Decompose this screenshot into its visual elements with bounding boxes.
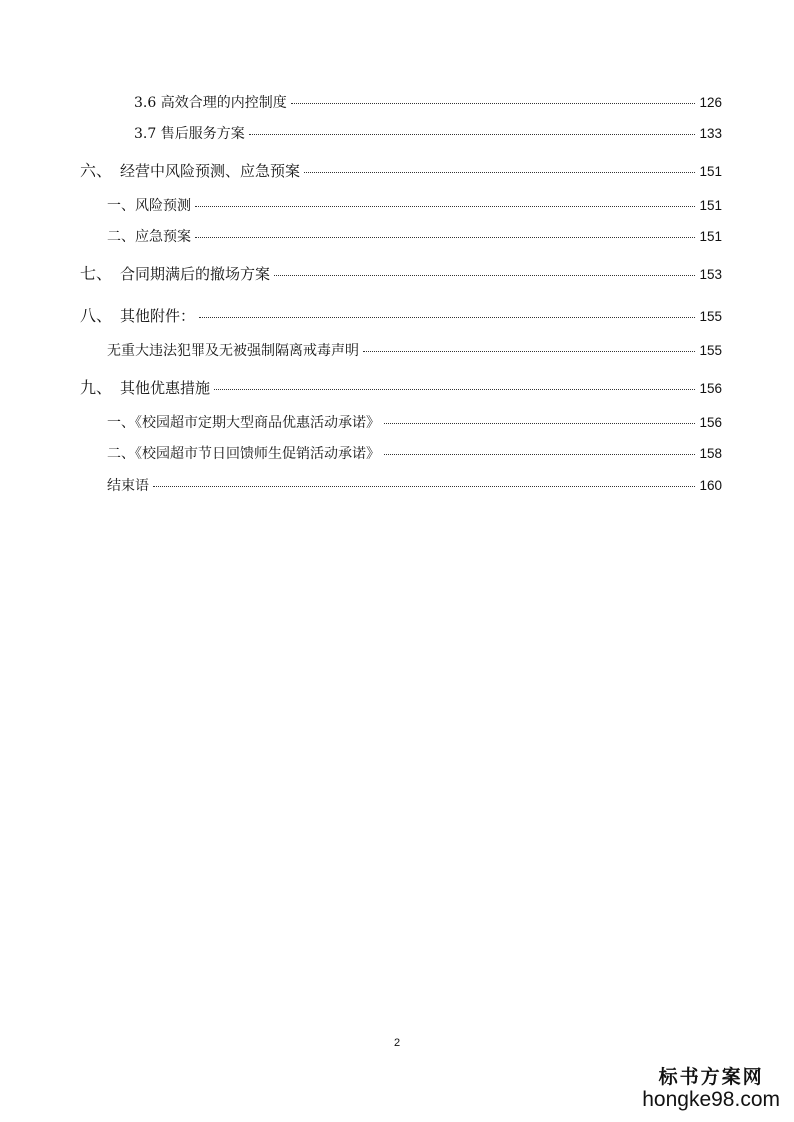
chapter-mark: 九、 <box>80 378 113 397</box>
toc-entry-title <box>80 261 270 284</box>
toc-row[interactable] <box>0 226 794 246</box>
toc-page-number: 160 <box>699 478 722 493</box>
leader-dots <box>195 237 695 238</box>
chapter-title: 其他附件： <box>120 307 196 325</box>
toc-page-number: 153 <box>699 267 722 282</box>
toc-page-number: 133 <box>699 126 722 141</box>
toc-row[interactable] <box>0 340 794 360</box>
chapter-mark: 七、 <box>80 264 113 283</box>
toc-row-chapter[interactable] <box>0 375 794 398</box>
toc-page-number: 126 <box>699 95 722 110</box>
toc-page-number: 151 <box>699 229 722 244</box>
page-number: 2 <box>393 1037 401 1049</box>
chapter-title: 合同期满后的撤场方案 <box>120 265 271 283</box>
chapter-mark: 六、 <box>80 161 113 180</box>
toc-row-chapter[interactable] <box>0 303 794 326</box>
leader-dots <box>249 134 696 135</box>
toc-entry-title: 二、《校园超市节日回馈师生促销活动承诺》 <box>107 446 380 462</box>
toc-page-number: 158 <box>699 446 722 461</box>
toc-page-number: 155 <box>699 309 722 324</box>
toc-entry-title <box>80 303 195 326</box>
toc-page-number: 151 <box>699 164 722 179</box>
toc-page-number: 156 <box>699 381 722 396</box>
leader-dots <box>384 454 695 455</box>
toc-row-chapter[interactable] <box>0 158 794 181</box>
chapter-title: 经营中风险预测、应急预案 <box>120 162 301 180</box>
toc-row[interactable] <box>0 475 794 495</box>
leader-dots <box>153 486 695 487</box>
toc-row[interactable] <box>0 412 794 432</box>
toc-entry-title <box>80 158 300 181</box>
toc-entry-title: 一、风险预测 <box>107 198 191 214</box>
chapter-mark: 八、 <box>80 306 113 325</box>
leader-dots <box>384 423 695 424</box>
toc-page-number: 155 <box>699 343 722 358</box>
watermark-cn: 标书方案网 <box>658 1066 764 1088</box>
leader-dots <box>363 351 695 352</box>
toc-row-chapter[interactable] <box>0 261 794 284</box>
toc-entry-title: 无重大违法犯罪及无被强制隔离戒毒声明 <box>107 343 359 359</box>
toc-entry-title: 3.7 售后服务方案 <box>134 126 245 142</box>
leader-dots <box>274 275 695 276</box>
chapter-title: 其他优惠措施 <box>120 379 211 397</box>
watermark <box>642 1062 780 1110</box>
watermark-en: hongke98.com <box>642 1088 780 1111</box>
toc-entry-title <box>80 375 210 398</box>
toc-entry-title: 3.6 高效合理的内控制度 <box>134 95 287 111</box>
toc-row[interactable] <box>0 195 794 215</box>
toc-page-number: 156 <box>699 415 722 430</box>
toc-row[interactable] <box>0 92 794 112</box>
leader-dots <box>199 317 695 318</box>
toc-entry-title: 一、《校园超市定期大型商品优惠活动承诺》 <box>107 415 380 431</box>
toc-page-number: 151 <box>699 198 722 213</box>
leader-dots <box>195 206 695 207</box>
toc-entry-title: 二、应急预案 <box>107 229 191 245</box>
toc-row[interactable] <box>0 443 794 463</box>
leader-dots <box>291 103 696 104</box>
toc-entry-title: 结束语 <box>107 478 149 494</box>
leader-dots <box>214 389 695 390</box>
leader-dots <box>304 172 695 173</box>
toc-row[interactable] <box>0 123 794 143</box>
